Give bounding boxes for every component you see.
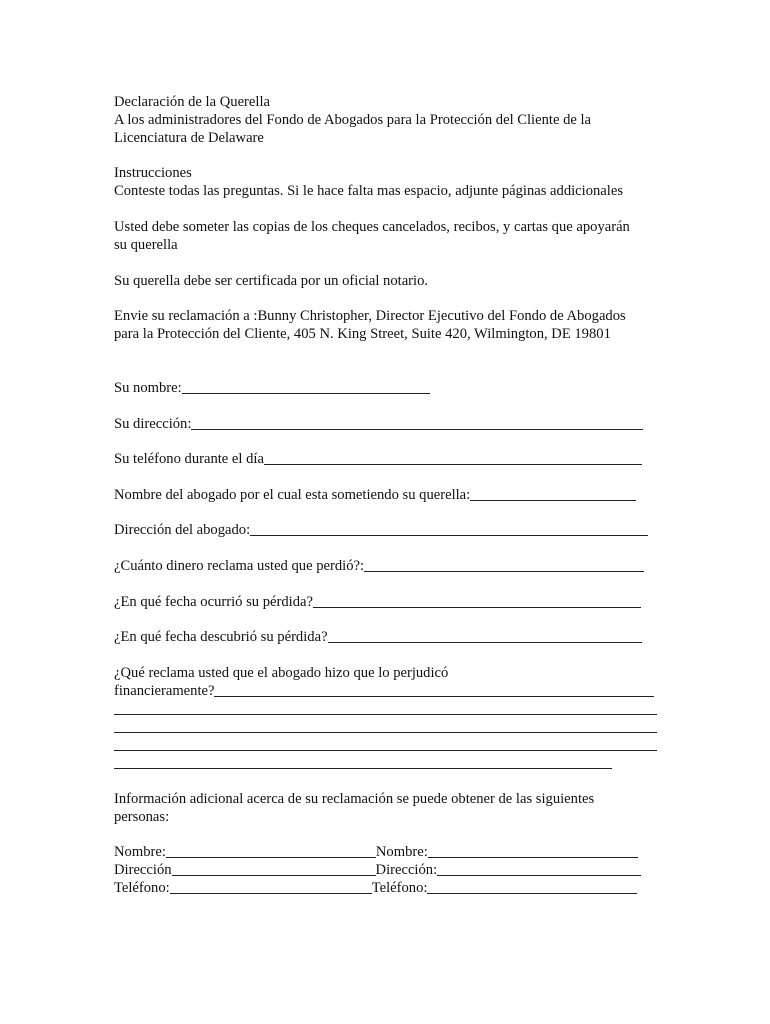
instructions-para-3: Su querella debe ser certificada por un oficial notario. [114,273,429,289]
harm-label-line-1: ¿Qué reclama usted que el abogado hizo que lo perjudicó [114,665,449,681]
contact-1-name-label: Nombre: [114,844,166,860]
contact-2-phone-label: Teléfono: [371,880,428,896]
harm-field-line-2[interactable] [114,714,657,715]
address-field-row [114,415,643,433]
lawyer-name-label: Nombre del abogado por el cual esta sometiendo su querella: [114,487,471,503]
contact-2-phone [372,879,638,897]
phone-field[interactable] [264,450,642,465]
amount-field-row [114,557,644,575]
contact-1-address-field[interactable] [172,861,376,876]
additional-info-line-2: personas: [114,809,170,825]
harm-field-line-1[interactable] [214,682,654,697]
phone-label: Su teléfono durante el día [114,451,264,467]
contact-name-row [114,843,638,861]
amount-label: ¿Cuánto dinero reclama usted que perdió?: [114,558,365,574]
contact-2-name [376,843,638,861]
contact-2-address-label: Dirección: [375,862,438,878]
lawyer-address-field[interactable] [250,521,648,536]
contact-1-name [114,843,376,861]
name-field-row [114,379,430,397]
contact-address-row [114,861,641,879]
contact-phone-row [114,879,637,897]
amount-field[interactable] [364,557,644,572]
lawyer-name-field[interactable] [470,486,636,501]
contact-1-phone [114,879,372,897]
harm-field-row [114,682,654,700]
contact-1-address [114,861,376,879]
document-title: Declaración de la Querella [114,94,270,110]
contact-1-name-field[interactable] [166,843,376,858]
contact-2-address [376,861,642,879]
instructions-para-4-line-1: Envie su reclamación a :Bunny Christopher, Director Ejecutivo del Fondo de Abogados [114,308,626,324]
discovery-date-label: ¿En qué fecha descubrió su pérdida? [114,629,328,645]
contact-2-name-field[interactable] [428,843,638,858]
loss-date-field[interactable] [313,593,641,608]
address-field[interactable] [191,415,643,430]
discovery-date-field[interactable] [328,628,642,643]
loss-date-field-row [114,593,641,611]
instructions-line-1: Conteste todas las preguntas. Si le hace falta mas espacio, adjunte páginas addicionales [114,183,623,199]
phone-field-row [114,450,642,468]
harm-field-line-5[interactable] [114,768,612,769]
contact-1-phone-field[interactable] [170,879,372,894]
instructions-heading: Instrucciones [114,165,192,181]
additional-info-line-1: Información adicional acerca de su reclamación se puede obtener de las siguientes [114,791,595,807]
header-line-2: A los administradores del Fondo de Abogados para la Protección del Cliente de la [114,112,592,128]
name-field[interactable] [182,379,430,394]
name-label: Su nombre: [114,380,182,396]
contact-2-address-field[interactable] [437,861,641,876]
header-line-3: Licenciatura de Delaware [114,130,264,146]
instructions-para-2-line-1: Usted debe someter las copias de los cheques cancelados, recibos, y cartas que apoyarán [114,219,630,235]
instructions-para-2-line-2: su querella [114,237,178,253]
lawyer-address-field-row [114,521,648,539]
discovery-date-field-row [114,628,642,646]
loss-date-label: ¿En qué fecha ocurrió su pérdida? [114,594,313,610]
lawyer-name-field-row [114,486,636,504]
contact-1-phone-label: Teléfono: [114,880,170,896]
contact-1-address-label: Dirección [114,862,172,878]
harm-label-line-2: financieramente? [114,683,215,699]
address-label: Su dirección: [114,416,192,432]
contact-2-phone-field[interactable] [427,879,637,894]
contact-2-name-label: Nombre: [375,844,428,860]
harm-field-line-3[interactable] [114,732,657,733]
harm-field-line-4[interactable] [114,750,657,751]
instructions-para-4-line-2: para la Protección del Cliente, 405 N. King Street, Suite 420, Wilmington, DE 19801 [114,326,611,342]
lawyer-address-label: Dirección del abogado: [114,522,251,538]
